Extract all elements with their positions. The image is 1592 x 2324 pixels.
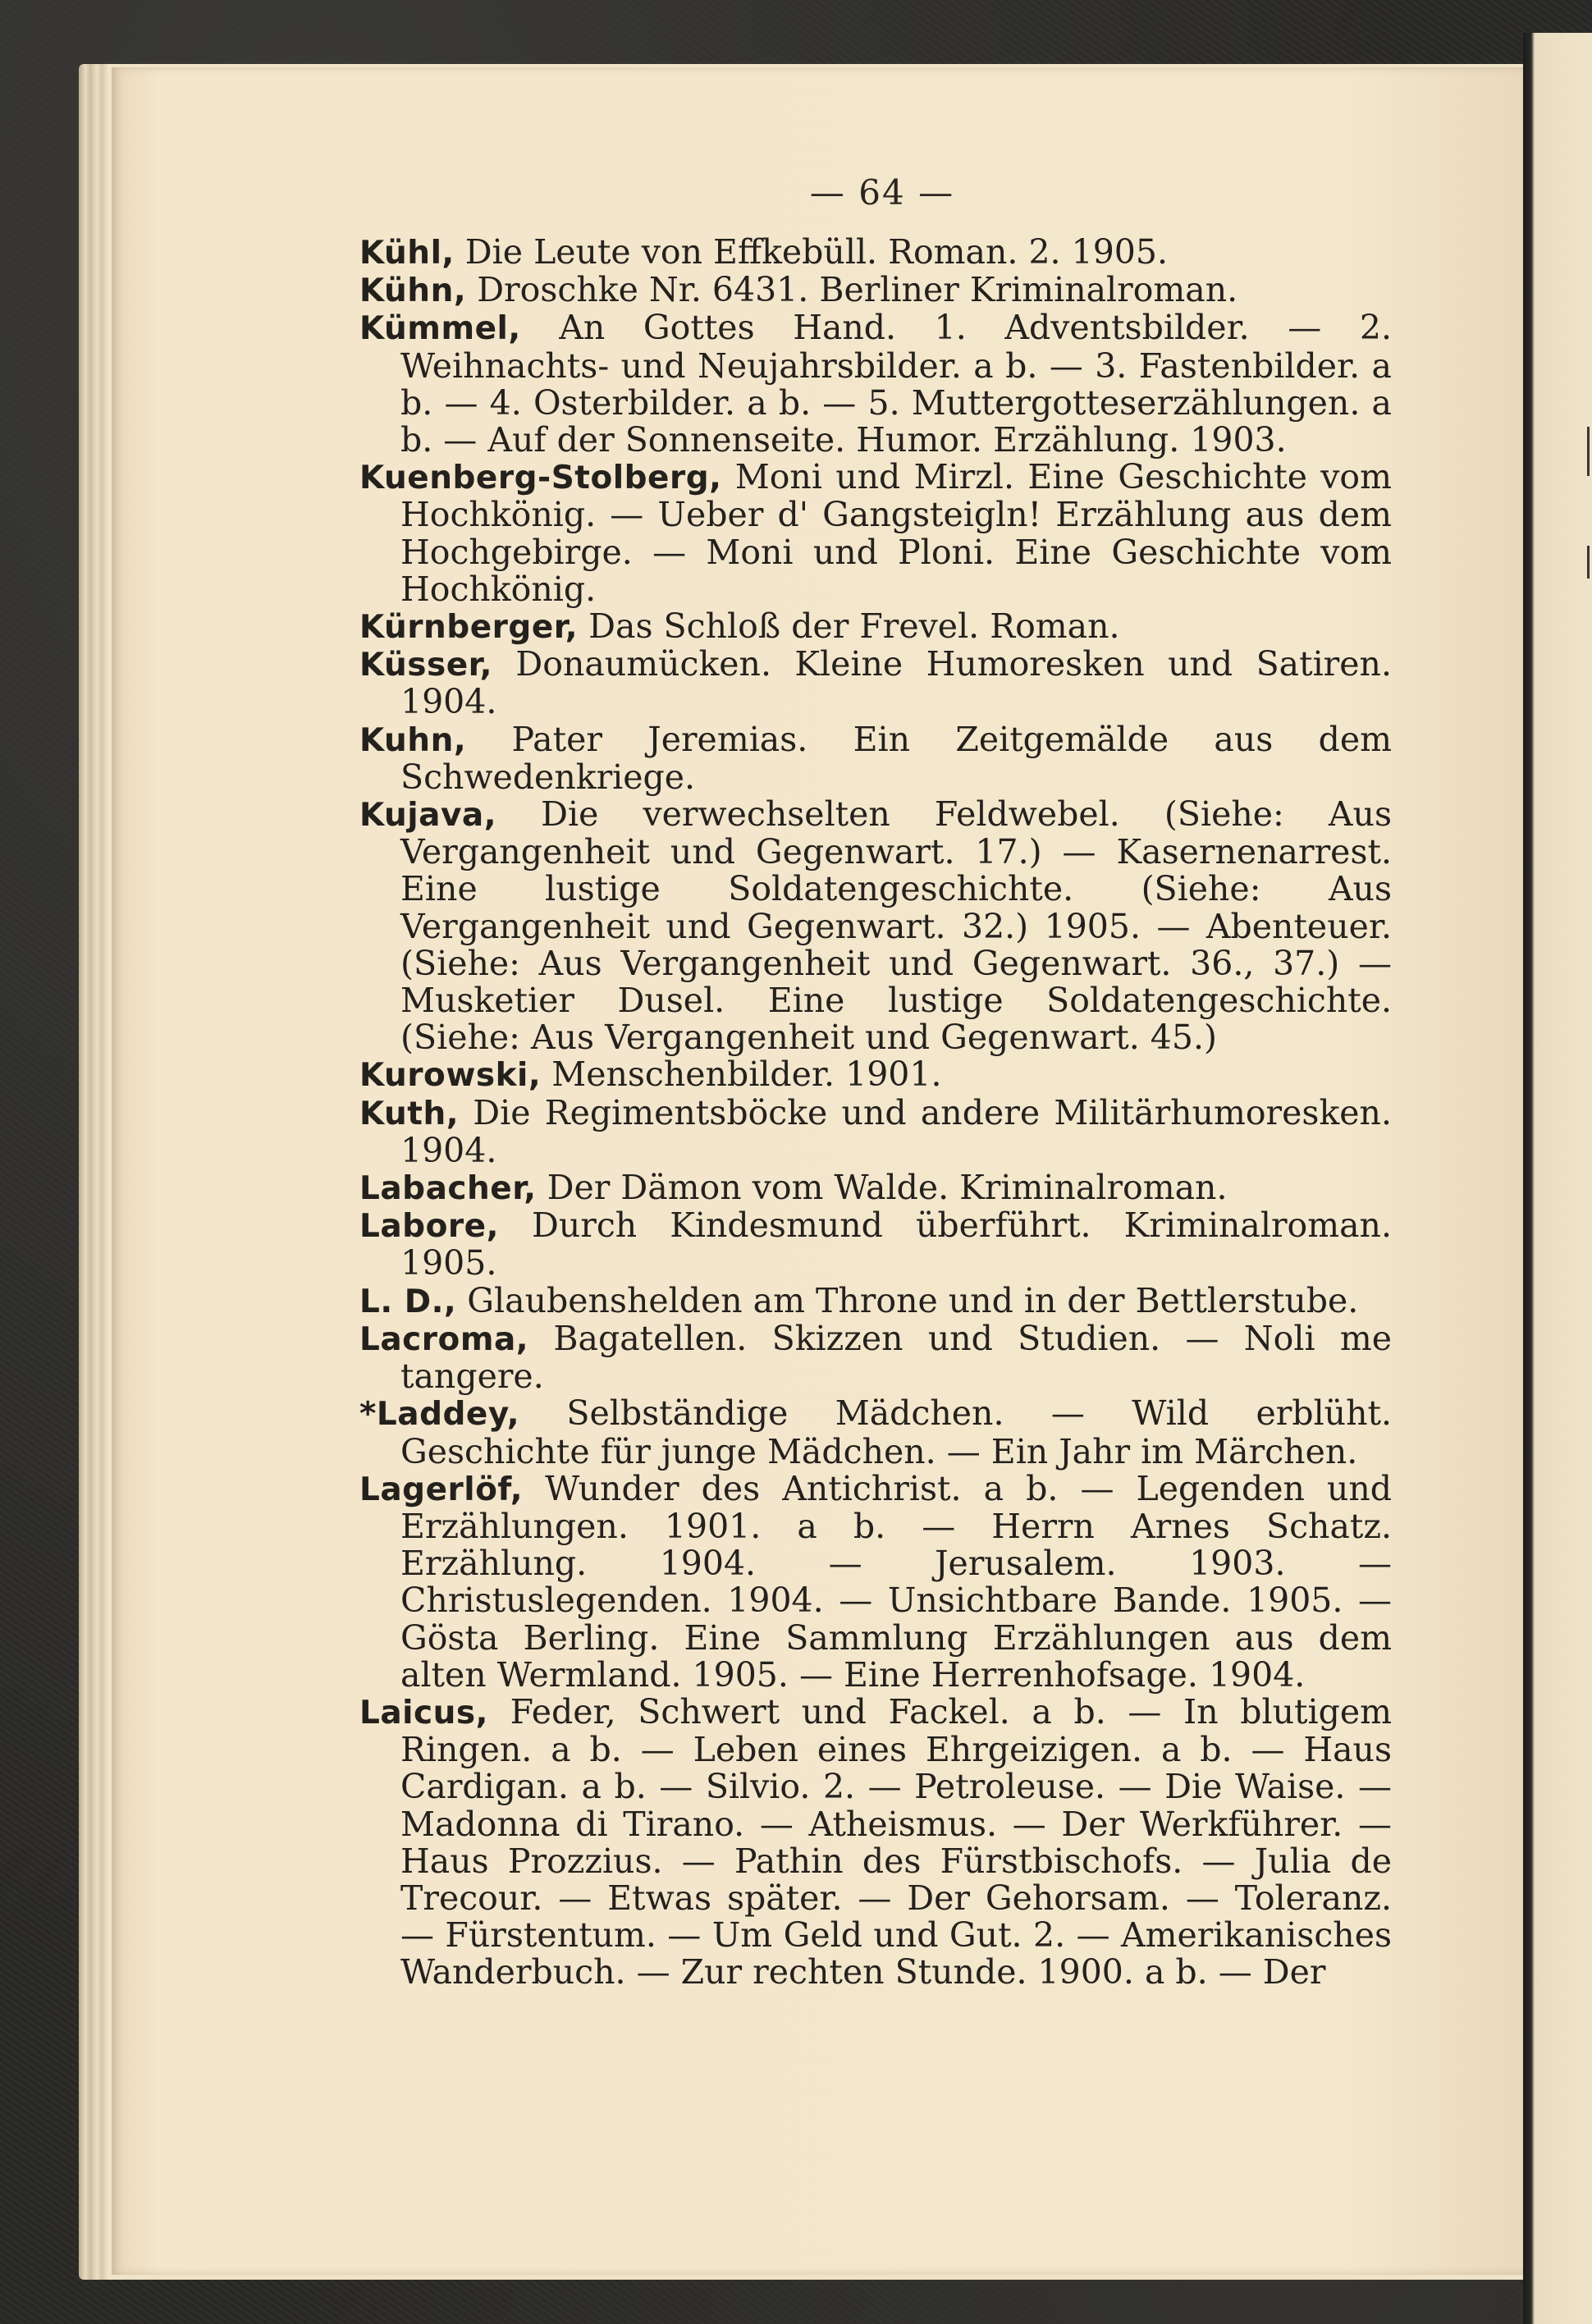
entry: [359, 608, 1392, 646]
entry: [359, 1395, 1392, 1470]
entry-author: L. D.,: [359, 1283, 457, 1320]
entry-list: [359, 234, 1392, 1992]
entry-text: Das Schloß der Frevel. Roman.: [578, 606, 1120, 647]
entry-author: Kuhn,: [359, 721, 467, 759]
entry: [359, 646, 1392, 721]
entry-author: Labore,: [359, 1208, 499, 1246]
entry: [359, 309, 1392, 459]
entry: [359, 1468, 1392, 1695]
entry-author: *Laddey,: [359, 1396, 520, 1434]
entry: [359, 1056, 1392, 1094]
entry: [359, 1169, 1392, 1207]
entry-author: Kuenberg-Stolberg,: [359, 460, 722, 497]
entry: [359, 272, 1392, 309]
entry-text: Die Regimentsböcke und andere Militärhumoresken. 1904.: [400, 1092, 1392, 1170]
entry-text: Der Dämon vom Walde. Kriminalroman.: [536, 1168, 1228, 1208]
entry: [359, 234, 1392, 272]
entry-text: Wunder des Antichrist. a b. — Legenden und Erzählungen. 1901. a b. — Herrn Arnes Schatz. Erzählung. 1904. — Jerusalem. 1903. — Christuslegenden. 1904. — Unsichtbare Bande. 1905. — Gösta Berling. Eine Sammlung Erzählungen aus dem alten Wermland. 1905. — Eine Herrenhofsage. 1904.: [400, 1468, 1392, 1695]
entry-text: Donaumücken. Kleine Humoresken und Satiren. 1904.: [400, 644, 1392, 722]
page-mark: [1587, 427, 1590, 476]
entry-text: Durch Kindesmund überführt. Kriminalroman. 1905.: [400, 1205, 1392, 1283]
page-mark: [1587, 546, 1590, 579]
entry: [359, 1691, 1392, 1992]
entry: [359, 459, 1392, 608]
entry-author: Kümmel,: [359, 310, 521, 348]
entry-author: Kühl,: [359, 235, 455, 272]
entry-text: Pater Jeremias. Ein Zeitgemälde aus dem Schwedenkriege.: [400, 719, 1392, 797]
entry-author: Küsser,: [359, 647, 492, 684]
entry-author: Lacroma,: [359, 1320, 529, 1358]
entry: [359, 1092, 1392, 1170]
page-number: — 64 —: [809, 172, 955, 213]
entry-text: Moni und Mirzl. Eine Geschichte vom Hochkönig. — Ueber d' Gangsteigln! Erzählung aus dem Hochgebirge. — Moni und Ploni. Eine Geschichte vom Hochkönig.: [400, 457, 1392, 609]
entry-text: Glaubenshelden am Throne und in der Bettlerstube.: [456, 1280, 1359, 1320]
entry-text: Selbständige Mädchen. — Wild erblüht. Geschichte für junge Mädchen. — Ein Jahr im Märchen.: [400, 1393, 1392, 1471]
entry-text: Feder, Schwert und Fackel. a b. — In blutigem Ringen. a b. — Leben eines Ehrgeizigen. a b. — Haus Cardigan. a b. — Silvio. 2. — Petroleuse. — Die Waise. — Madonna di Tirano. — Atheismus. — Der Werkführer. — Haus Prozzius. — Pathin des Fürstbischofs. — Julia de Trecour. — Etwas später. — Der Gehorsam. — Toleranz. — Fürstentum. — Um Geld und Gut. 2. — Amerikanisches Wanderbuch. — Zur rechten Stunde. 1900. a b. — Der: [400, 1691, 1392, 1992]
entry: [359, 796, 1392, 1056]
entry-author: Kujava,: [359, 797, 497, 835]
entry: [359, 721, 1392, 796]
entry-text: Die Leute von Effkebüll. Roman. 2. 1905.: [454, 232, 1168, 272]
entry-text: An Gottes Hand. 1. Adventsbilder. — 2. Weihnachts- und Neujahrsbilder. a b. — 3. Fastenbilder. a b. — 4. Osterbilder. a b. — 5. Muttergotteserzählungen. a b. — Auf der Sonnenseite. Humor. Erzählung. 1903.: [400, 308, 1392, 460]
entry: [359, 1320, 1392, 1395]
entry-text: Die verwechselten Feldwebel. (Siehe: Aus Vergangenheit und Gegenwart. 17.) — Kasernenarrest. Eine lustige Soldatengeschichte. (Siehe: Aus Vergangenheit und Gegenwart. 32.) 1905. — Abenteuer. (Siehe: Aus Vergangenheit und Gegenwart. 36., 37.) — Musketier Dusel. Eine lustige Soldatengeschichte. (Siehe: Aus Vergangenheit und Gegenwart. 45.): [400, 794, 1392, 1058]
entry-text: Droschke Nr. 6431. Berliner Kriminalroman.: [466, 270, 1238, 310]
entry-author: Kürnberger,: [359, 609, 579, 647]
entry-text: Bagatellen. Skizzen und Studien. — Noli me tangere.: [400, 1318, 1392, 1397]
entry-author: Lagerlöf,: [359, 1471, 524, 1508]
entry-author: Kurowski,: [359, 1057, 542, 1095]
entry-text: Menschenbilder. 1901.: [541, 1054, 942, 1095]
entry-author: Labacher,: [359, 1170, 537, 1208]
entry: [359, 1207, 1392, 1282]
entry-author: Kuth,: [359, 1095, 460, 1132]
next-page-edge: [1523, 33, 1592, 2324]
entry-author: Kühn,: [359, 272, 467, 310]
entry: [359, 1280, 1392, 1320]
entry-author: Laicus,: [359, 1694, 488, 1732]
